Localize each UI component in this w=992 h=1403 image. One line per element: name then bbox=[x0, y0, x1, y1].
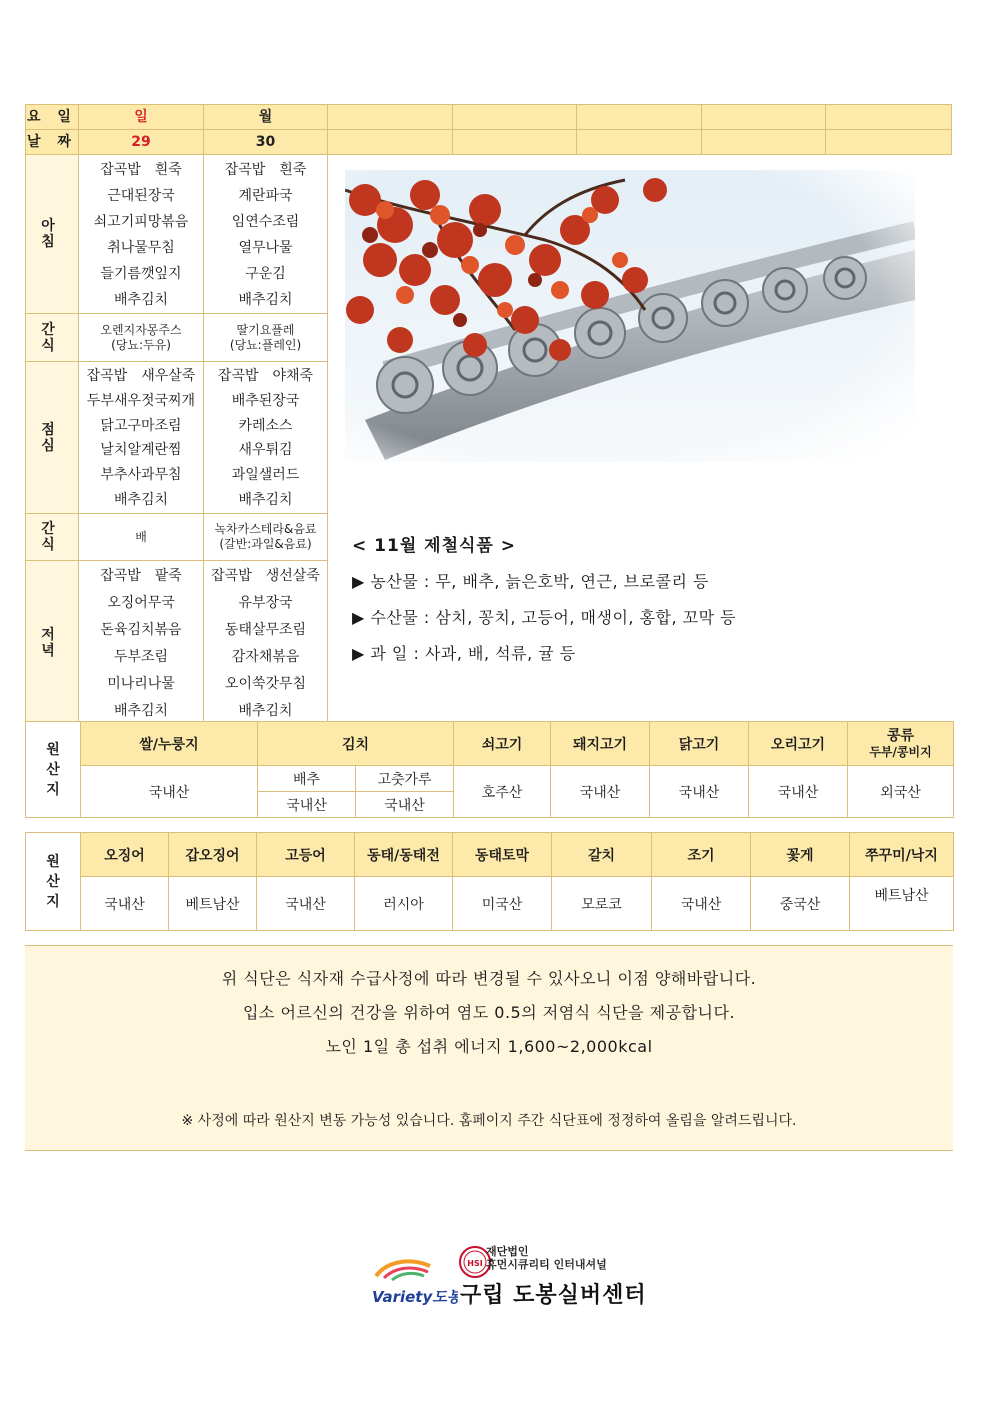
snack-item: 딸기요플레 bbox=[236, 322, 295, 337]
svg-text:HSI: HSI bbox=[467, 1259, 483, 1268]
menu-item: 배추김치 bbox=[238, 491, 293, 508]
menu-item: 잡곡밥 흰죽 bbox=[100, 162, 182, 178]
origin-croaker-name: 조기 bbox=[652, 833, 751, 877]
date-29: 29 bbox=[79, 130, 204, 155]
origin-chicken-name: 닭고기 bbox=[650, 722, 749, 766]
date-row bbox=[26, 130, 952, 155]
origin-pork-name: 돼지고기 bbox=[551, 722, 650, 766]
origin-pork-value: 국내산 bbox=[551, 766, 650, 818]
origin-pollock-name: 동태/동태전 bbox=[355, 833, 453, 877]
menu-item: 근대된장국 bbox=[107, 188, 175, 204]
origin-beef-value: 호주산 bbox=[454, 766, 551, 818]
day-empty bbox=[702, 105, 826, 130]
foundation-name: 재단법인 휴먼시큐리티 인터내셔널 bbox=[486, 1245, 607, 1271]
menu-item: 과일샐러드 bbox=[231, 467, 300, 484]
meal-label-snack: 간 식 bbox=[26, 314, 79, 362]
snack2-day1 bbox=[79, 514, 204, 561]
day-empty bbox=[328, 105, 453, 130]
center-name: 구립 도봉실버센터 bbox=[460, 1283, 647, 1308]
snack1-day2 bbox=[204, 314, 328, 362]
menu-item: 배추김치 bbox=[113, 703, 169, 719]
origin-duck-value: 국내산 bbox=[749, 766, 848, 818]
day-empty bbox=[453, 105, 577, 130]
lunch-day1 bbox=[79, 362, 204, 514]
menu-item: 오이쑥갓무침 bbox=[224, 676, 307, 692]
origin-kimchi-cabbage: 배추 bbox=[258, 766, 356, 792]
origin-rice-name: 쌀/누룽지 bbox=[81, 722, 258, 766]
origin1-side-label: 원 산 지 bbox=[26, 722, 81, 818]
snack-item: 녹차카스테라&음료 bbox=[214, 522, 317, 536]
origin2-value-row bbox=[26, 877, 954, 931]
origin-hairtail-name: 갈치 bbox=[552, 833, 652, 877]
menu-item: 새우튀김 bbox=[238, 442, 293, 459]
menu-item: 닭고구마조림 bbox=[100, 417, 182, 434]
origin-crab-name: 꽃게 bbox=[751, 833, 850, 877]
origin2-header-row bbox=[26, 833, 954, 877]
menu-item: 들기름깻잎지 bbox=[100, 266, 182, 282]
day-label: 요 일 bbox=[26, 105, 79, 130]
dinner-day2 bbox=[204, 561, 328, 726]
origin-mackerel-name: 고등어 bbox=[257, 833, 355, 877]
snack-note: (갈반:과일&음료) bbox=[219, 537, 312, 551]
origin-kimchi-pepper: 고춧가루 bbox=[356, 766, 454, 792]
origin-mackerel-value: 국내산 bbox=[257, 877, 355, 931]
menu-item: 잡곡밥 생선살죽 bbox=[211, 568, 320, 584]
menu-item: 잡곡밥 팥죽 bbox=[100, 568, 182, 584]
origin-octopus-name: 쭈꾸미/낙지 bbox=[850, 833, 954, 877]
dobong-logo-mark bbox=[370, 1258, 458, 1308]
seasonal-agriculture: ▶ 농산물 : 무, 배추, 늙은호박, 연근, 브로콜리 등 bbox=[352, 572, 709, 591]
menu-item: 카레소스 bbox=[238, 417, 293, 434]
origin-squid-name: 오징어 bbox=[81, 833, 169, 877]
menu-item: 돈육김치볶음 bbox=[100, 622, 182, 638]
origin-kimchi-cabbage-value: 국내산 bbox=[258, 792, 356, 818]
seasonal-fruit: ▶ 과 일 : 사과, 배, 석류, 귤 등 bbox=[352, 644, 576, 663]
date-30: 30 bbox=[204, 130, 328, 155]
day-empty bbox=[826, 105, 952, 130]
notice-line: 노인 1일 총 섭취 에너지 1,600~2,000kcal bbox=[325, 1037, 653, 1056]
menu-item: 동태살무조림 bbox=[224, 622, 307, 638]
menu-item: 취나물무침 bbox=[107, 240, 175, 256]
menu-item: 부추사과무침 bbox=[100, 467, 182, 484]
menu-item: 잡곡밥 야채죽 bbox=[217, 368, 314, 384]
lunch-day2 bbox=[204, 362, 328, 514]
day-empty bbox=[577, 105, 702, 130]
svg-text:Variety도봉: Variety도봉 bbox=[372, 1288, 458, 1306]
origin-beef-name: 쇠고기 bbox=[454, 722, 551, 766]
menu-item: 잡곡밥 새우살죽 bbox=[86, 368, 196, 384]
menu-item: 오징어무국 bbox=[107, 595, 175, 611]
menu-item: 구운김 bbox=[245, 266, 286, 282]
date-empty bbox=[702, 130, 826, 155]
origin2-side-label: 원 산 지 bbox=[26, 833, 81, 931]
notice-box bbox=[25, 945, 953, 1151]
dinner-day1 bbox=[79, 561, 204, 726]
date-empty bbox=[328, 130, 453, 155]
seasonal-seafood: ▶ 수산물 : 삼치, 꽁치, 고등어, 매생이, 홍합, 꼬막 등 bbox=[352, 608, 737, 627]
origin-pollock-cut-name: 동태토막 bbox=[453, 833, 552, 877]
menu-item: 유부장국 bbox=[238, 595, 293, 611]
menu-item: 배추김치 bbox=[238, 292, 293, 308]
origin-pollock-cut-value: 미국산 bbox=[453, 877, 552, 931]
notice-footnote: ※ 사정에 따라 원산지 변동 가능성 있습니다. 홈페이지 주간 식단표에 정정하여 올림을 알려드립니다. bbox=[181, 1113, 797, 1129]
menu-item: 두부조림 bbox=[113, 649, 169, 665]
menu-item: 임연수조림 bbox=[231, 214, 300, 230]
seasonal-title: < 11월 제철식품 > bbox=[352, 536, 517, 556]
menu-item: 미나리나물 bbox=[107, 676, 175, 692]
day-row bbox=[26, 105, 952, 130]
origin-kimchi-pepper-value: 국내산 bbox=[356, 792, 454, 818]
origin-kimchi-name: 김치 bbox=[258, 722, 454, 766]
menu-item: 감자채볶음 bbox=[231, 649, 300, 665]
day-monday: 월 bbox=[204, 105, 328, 130]
menu-item: 배추김치 bbox=[113, 491, 169, 508]
origin-chicken-value: 국내산 bbox=[650, 766, 749, 818]
menu-item: 계란파국 bbox=[238, 188, 293, 204]
origin-duck-name: 오리고기 bbox=[749, 722, 848, 766]
menu-item: 두부새우젓국찌개 bbox=[86, 392, 196, 409]
menu-item: 배추김치 bbox=[113, 292, 169, 308]
origin1-header-row bbox=[26, 722, 954, 766]
day-sunday: 일 bbox=[79, 105, 204, 130]
meal-label-dinner: 저 녁 bbox=[26, 561, 79, 726]
breakfast-day2 bbox=[204, 155, 328, 314]
snack-item: 배 bbox=[135, 529, 147, 544]
menu-item: 열무나물 bbox=[238, 240, 293, 256]
snack2-day2 bbox=[204, 514, 328, 561]
origin-cuttlefish-value: 베트남산 bbox=[169, 877, 257, 931]
menu-item: 잡곡밥 흰죽 bbox=[224, 162, 307, 178]
notice-line: 입소 어르신의 건강을 위하여 염도 0.5의 저염식 식단을 제공합니다. bbox=[242, 1003, 736, 1022]
menu-item: 쇠고기피망볶음 bbox=[93, 214, 189, 230]
origin-octopus-value: 베트남산 bbox=[850, 877, 954, 931]
breakfast-day1 bbox=[79, 155, 204, 314]
seasonal-foods bbox=[352, 531, 932, 677]
menu-item: 배추된장국 bbox=[231, 392, 300, 409]
origin-hairtail-value: 모로코 bbox=[552, 877, 652, 931]
meal-label-snack: 간 식 bbox=[26, 514, 79, 561]
origin-table-seafood bbox=[25, 832, 954, 931]
notice-line: 위 식단은 식자재 수급사정에 따라 변경될 수 있사오니 이점 양해바랍니다. bbox=[221, 969, 757, 988]
origin-beans-name: 콩류 두부/콩비지 bbox=[848, 722, 954, 766]
origin-table-meat bbox=[25, 721, 954, 818]
snack-note: (당뇨:두유) bbox=[111, 337, 171, 352]
origin-crab-value: 중국산 bbox=[751, 877, 850, 931]
date-label: 날 짜 bbox=[26, 130, 79, 155]
origin1-sub-row bbox=[26, 766, 954, 792]
origin-cuttlefish-name: 갑오징어 bbox=[169, 833, 257, 877]
menu-item: 날치알계란찜 bbox=[100, 442, 182, 459]
snack1-day1 bbox=[79, 314, 204, 362]
date-empty bbox=[453, 130, 577, 155]
origin-beans-value: 외국산 bbox=[848, 766, 954, 818]
snack-item: 오렌지자몽주스 bbox=[100, 322, 182, 337]
origin-pollock-value: 러시아 bbox=[355, 877, 453, 931]
autumn-photo bbox=[345, 170, 915, 462]
origin-squid-value: 국내산 bbox=[81, 877, 169, 931]
origin-rice-value: 국내산 bbox=[81, 766, 258, 818]
menu-item: 배추김치 bbox=[238, 703, 293, 719]
date-empty bbox=[577, 130, 702, 155]
meal-label-breakfast: 아 침 bbox=[26, 155, 79, 314]
snack-note: (당뇨:플레인) bbox=[229, 337, 302, 352]
dobong-logo bbox=[370, 1258, 458, 1308]
meal-label-lunch: 점 심 bbox=[26, 362, 79, 514]
date-empty bbox=[826, 130, 952, 155]
maple-roof-illustration bbox=[345, 170, 915, 462]
origin-croaker-value: 국내산 bbox=[652, 877, 751, 931]
